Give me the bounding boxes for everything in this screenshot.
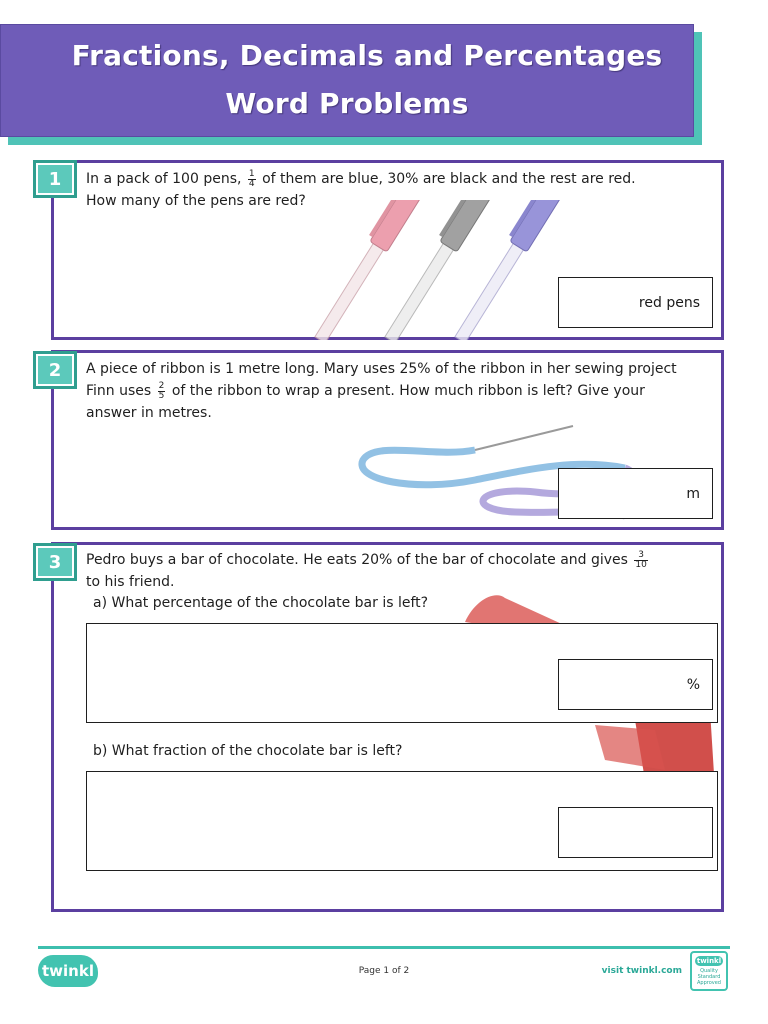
question-1-fraction: $\frac{1}{4}$ xyxy=(248,168,255,189)
question-3-text: Pedro buys a bar of chocolate. He eats 20% of the bar of chocolate and gives $\frac{3}{10}$ to his friend. xyxy=(86,549,647,590)
answer-unit-2: m xyxy=(686,485,700,502)
answer-unit-1: red pens xyxy=(638,294,700,311)
question-3a-text: a) What percentage of the chocolate bar is left? xyxy=(93,595,429,611)
answer-box-2[interactable] xyxy=(558,468,713,519)
question-3-fraction: $\frac{3}{10}$ xyxy=(635,549,647,570)
question-3b-text: b) What fraction of the chocolate bar is left? xyxy=(93,743,403,759)
page-title-line1: Fractions, Decimals and Percentages xyxy=(71,39,663,72)
question-3-number: 3 xyxy=(33,543,77,581)
visit-link[interactable]: visit twinkl.com xyxy=(601,966,682,976)
question-2-text: A piece of ribbon is 1 metre long. Mary uses 25% of the ribbon in her sewing project Finn uses $\frac{2}{5}$ of the ribbon to wrap a present. How much ribbon is left? Give your answer in metres. xyxy=(86,361,677,421)
question-1-number: 1 xyxy=(33,160,77,198)
page-title-line2: Word Problems xyxy=(225,87,469,120)
question-2-fraction: $\frac{2}{5}$ xyxy=(158,380,165,401)
pens-illustration xyxy=(290,200,600,340)
question-1-text: In a pack of 100 pens, $\frac{1}{4}$ of them are blue, 30% are black and the rest are red. How many of the pens are red? xyxy=(86,168,636,209)
question-2-number: 2 xyxy=(33,351,77,389)
answer-box-3a[interactable] xyxy=(558,659,713,710)
quality-badge: twinkl Quality Standard Approved xyxy=(690,951,728,991)
page-number: Page 1 of 2 xyxy=(358,966,410,976)
twinkl-logo: twinkl xyxy=(38,955,98,987)
title-banner xyxy=(0,24,694,137)
answer-unit-3a: % xyxy=(686,676,700,693)
footer-divider xyxy=(38,946,730,949)
answer-box-1[interactable] xyxy=(558,277,713,328)
answer-box-3b[interactable] xyxy=(558,807,713,858)
